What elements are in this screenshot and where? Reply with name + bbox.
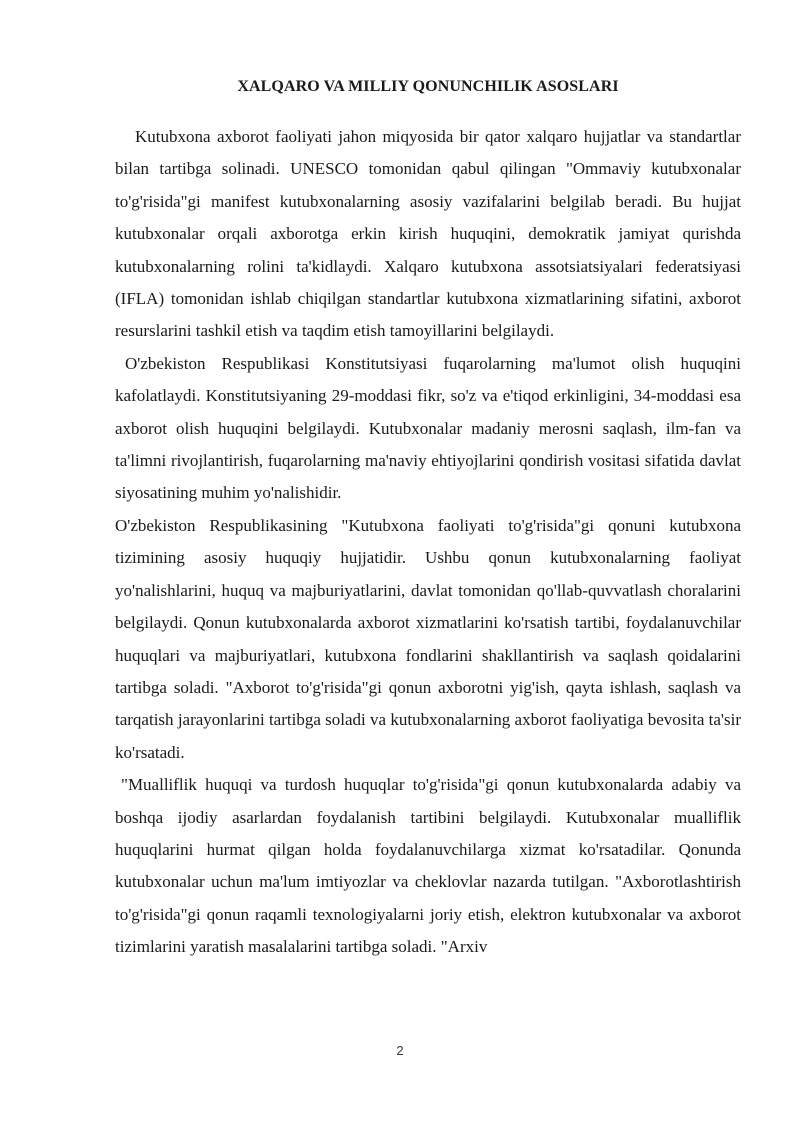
paragraph-copyright-law: "Mualliflik huquqi va turdosh huquqlar to'g'risida"gi qonun kutubxonalarda adabiy va boshqa ijodiy asarlardan foydalanish tartibini belgilaydi. Kutubxonalar mualliflik huquqlarini hurmat qilgan holda foydalanuvchilarga xizmat ko'rsatadilar. Qonunda kutubxonalar uchun ma'lum imtiyozlar va cheklovlar nazarda tutilgan. "Axborotlashtirish to'g'risida"gi qonun raqamli texnologiyalarni joriy etish, elektron kutubxonalar va axborot tizimlarini yaratish masalalarini tartibga soladi. "Arxiv [115,775,741,957]
page-number: 2 [396,1043,404,1058]
paragraph-constitution: O'zbekiston Respublikasi Konstitutsiyasi fuqarolarning ma'lumot olish huquqini kafolatlaydi. Konstitutsiyaning 29-moddasi fikr, so'z va e'tiqod erkinligini, 34-moddasi esa axborot olish huquqini belgilaydi. Kutubxonalar madaniy merosni saqlash, ilm-fan va ta'limni rivojlantirish, fuqarolarning ma'naviy ehtiyojlarini qondirish vositasi sifatida davlat siyosatining muhim yo'nalishidir. [115,353,741,503]
body-text [115,121,741,964]
page-title: XALQARO VA MILLIY QONUNCHILIK ASOSLARI [237,78,619,95]
paragraph-library-law: O'zbekiston Respublikasining "Kutubxona faoliyati to'g'risida"gi qonuni kutubxona tizimining asosiy huquqiy hujjatidir. Ushbu qonun kutubxonalarning faoliyat yo'nalishlarini, huquq va majburiyatlarini, davlat tomonidan qo'llab-quvvatlash choralarini belgilaydi. Qonun kutubxonalarda axborot xizmatlarini ko'rsatish tartibi, foydalanuvchilar huquqlari va majburiyatlari, kutubxona fondlarini shakllantirish va saqlash qoidalarini tartibga soladi. "Axborot to'g'risida"gi qonun axborotni yig'ish, qayta ishlash, saqlash va tarqatish jarayonlarini tartibga soladi va kutubxonalarning axborot faoliyatiga bevosita ta'sir ko'rsatadi. [115,515,741,762]
paragraph-international-documents: Kutubxona axborot faoliyati jahon miqyosida bir qator xalqaro hujjatlar va standartlar bilan tartibga solinadi. UNESCO tomonidan qabul qilingan "Ommaviy kutubxonalar to'g'risida"gi manifest kutubxonalarning asosiy vazifalarini belgilab beradi. Bu hujjat kutubxonalar orqali axborotga erkin kirish huquqini, demokratik jamiyat qurishda kutubxonalarning rolini ta'kidlaydi. Xalqaro kutubxona assotsiatsiyalari federatsiyasi (IFLA) tomonidan ishlab chiqilgan standartlar kutubxona xizmatlarining sifatini, axborot resurslarini tashkil etish va taqdim etish tamoyillarini belgilaydi. [115,127,741,341]
